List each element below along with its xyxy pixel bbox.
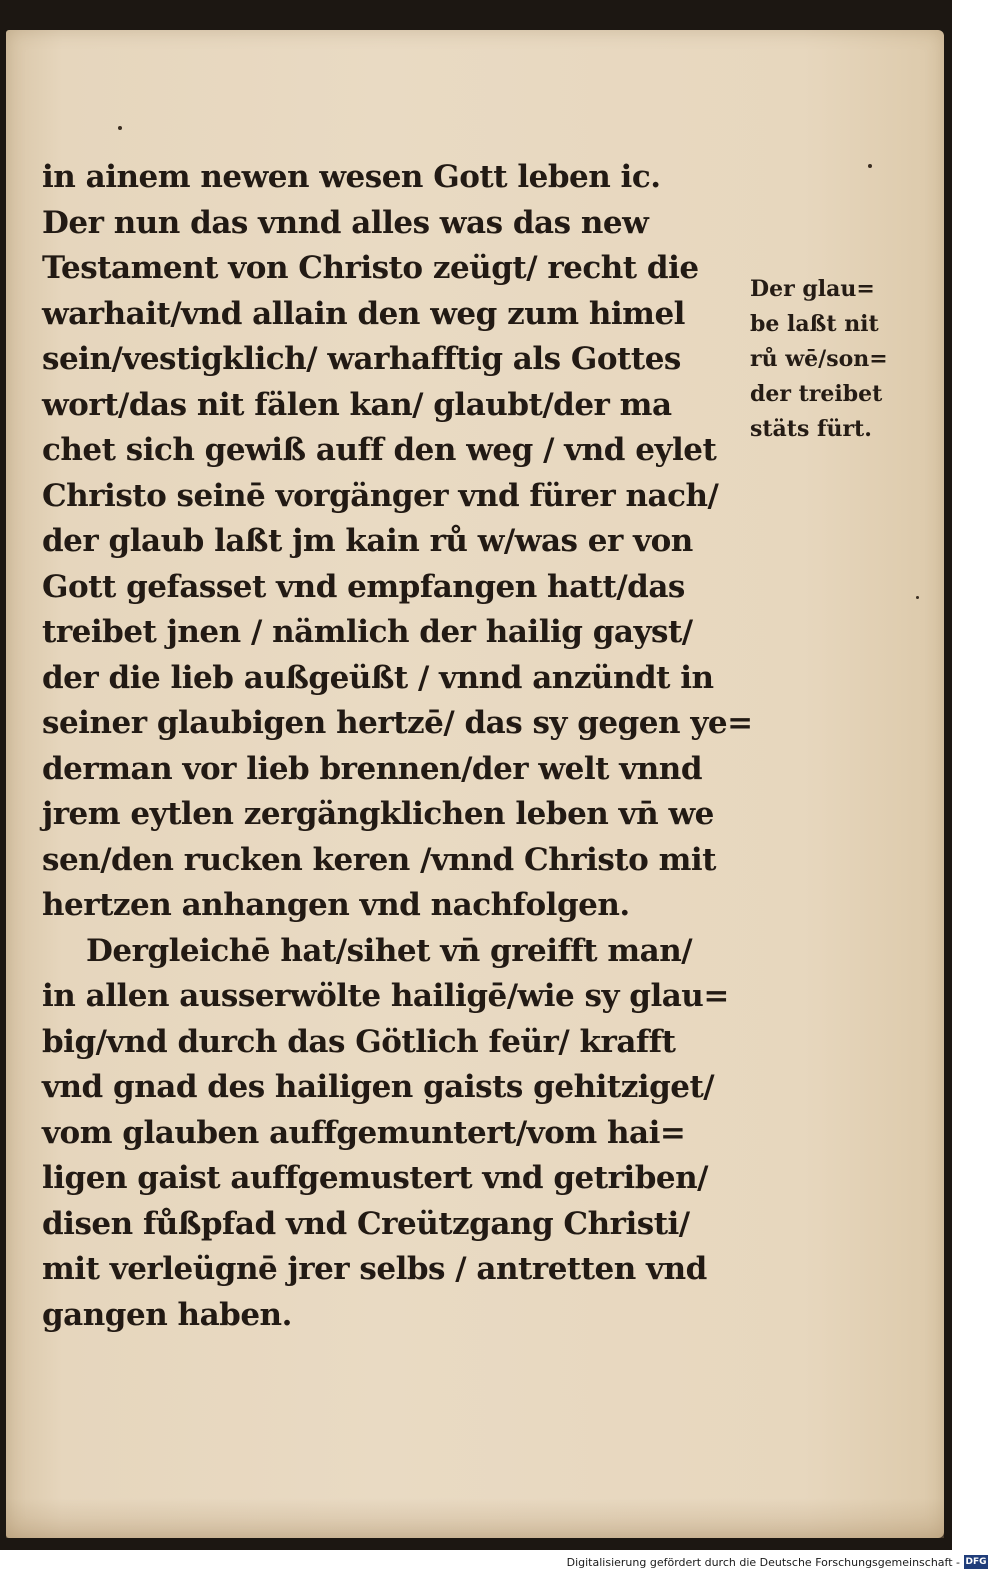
text-line: vom glauben auffgemuntert/vom hai= (42, 1114, 686, 1151)
margin-note-line: rů wē/son= (750, 346, 888, 372)
funding-notice: Digitalisierung gefördert durch die Deutsche Forschungsgemeinschaft - (566, 1556, 960, 1569)
text-line: wort/das nit fälen kan/ glaubt/der ma (42, 386, 672, 423)
margin-note (750, 272, 920, 447)
ink-speck (916, 596, 919, 599)
margin-note-line: der treibet (750, 381, 883, 407)
text-line: disen fůßpfad vnd Creützgang Christi/ (42, 1205, 690, 1242)
text-line: ligen gaist auffgemustert vnd getriben/ (42, 1160, 708, 1196)
text-line: der die lieb außgeüßt / vnnd anzündt in (42, 659, 714, 696)
digitization-footer (0, 1550, 1000, 1577)
margin-note-line: stäts fürt. (750, 416, 872, 442)
margin-note-line: be laßt nit (750, 311, 879, 337)
body-text (42, 155, 752, 1338)
text-line: vnd gnad des hailigen gaists gehitziget/ (42, 1069, 715, 1105)
text-line: Christo seinē vorgänger vnd fürer nach/ (42, 477, 719, 514)
ink-speck (868, 164, 872, 168)
text-line: seiner glaubigen hertzē/ das sy gegen ye= (42, 705, 753, 741)
text-line: sen/den rucken keren /vnnd Christo mit (42, 841, 716, 878)
text-line: derman vor lieb brennen/der welt vnnd (42, 750, 702, 787)
text-line: hertzen anhangen vnd nachfolgen. (42, 887, 630, 923)
text-line: jrem eytlen zergängklichen leben vn̄ we (42, 796, 714, 832)
text-line: mit verleügnē jrer selbs / antretten vnd (42, 1251, 707, 1287)
dfg-logo: DFG (965, 1557, 987, 1567)
text-line: der glaub laßt jm kain rů w/was er von (42, 523, 693, 559)
ink-speck (118, 126, 122, 130)
text-line: big/vnd durch das Götlich feür/ krafft (42, 1023, 676, 1060)
text-line: sein/vestigklich/ warhafftig als Gottes (42, 341, 681, 377)
text-line: in ainem newen wesen Gott leben ic. (42, 159, 661, 195)
text-line: Der nun das vnnd alles was das new (42, 204, 649, 241)
text-line: Gott gefasset vnd empfangen hatt/das (42, 568, 685, 605)
text-line: warhait/vnd allain den weg zum himel (42, 295, 685, 332)
text-line: gangen haben. (42, 1296, 292, 1333)
text-line: treibet jnen / nämlich der hailig gayst/ (42, 614, 693, 650)
text-line: chet sich gewiß auff den weg / vnd eylet (42, 432, 717, 468)
text-line: Testament von Christo zeügt/ recht die (42, 250, 699, 286)
margin-note-line: Der glau= (750, 276, 875, 302)
paragraph-start-line: Dergleichē hat/sihet vn̄ greifft man/ (86, 932, 693, 969)
text-line: in allen ausserwölte hailigē/wie sy glau= (42, 978, 729, 1014)
